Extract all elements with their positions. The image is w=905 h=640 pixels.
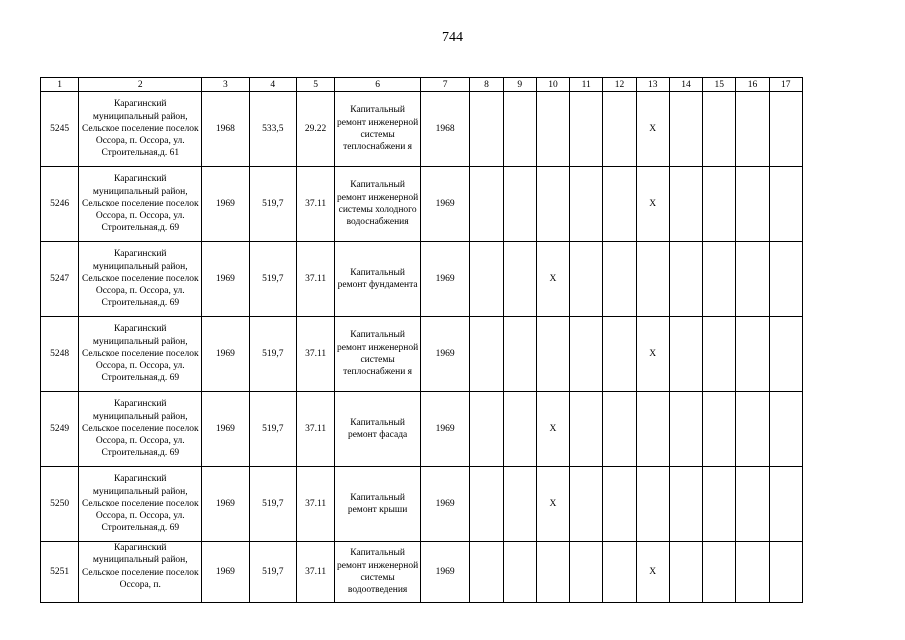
area-cell: 533,5	[249, 92, 296, 167]
empty-cell	[669, 317, 702, 392]
empty-cell	[703, 167, 736, 242]
year-built-cell: 1969	[202, 542, 249, 603]
empty-cell	[570, 317, 603, 392]
empty-cell	[503, 242, 536, 317]
column-header: 7	[420, 78, 469, 92]
mark-cell-col13: X	[636, 317, 669, 392]
empty-cell	[470, 542, 503, 603]
plan-year-cell: 1969	[420, 167, 469, 242]
year-built-cell: 1969	[202, 392, 249, 467]
empty-cell	[703, 392, 736, 467]
area-cell: 519,7	[249, 317, 296, 392]
empty-cell	[470, 167, 503, 242]
empty-cell	[470, 392, 503, 467]
mark-cell-col10: X	[536, 242, 569, 317]
year-built-cell: 1968	[202, 92, 249, 167]
empty-cell	[570, 392, 603, 467]
empty-cell	[769, 467, 802, 542]
empty-cell	[570, 167, 603, 242]
empty-cell	[769, 92, 802, 167]
column-header: 2	[79, 78, 202, 92]
empty-cell	[736, 392, 769, 467]
column-header: 1	[41, 78, 79, 92]
mark-cell-col10	[536, 167, 569, 242]
empty-cell	[703, 467, 736, 542]
column-header: 3	[202, 78, 249, 92]
empty-cell	[503, 392, 536, 467]
address-cell: Карагинский муниципальный район, Сельское поселение поселок Оссора, п. Оссора, ул. Строительная,д. 69	[79, 242, 202, 317]
address-cell: Карагинский муниципальный район, Сельское поселение поселок Оссора, п. Оссора, ул. Строительная,д. 69	[79, 317, 202, 392]
table-row	[41, 317, 803, 392]
empty-cell	[470, 242, 503, 317]
year-built-cell: 1969	[202, 317, 249, 392]
wear-cell: 37.11	[296, 392, 334, 467]
mark-cell-col10	[536, 92, 569, 167]
empty-cell	[703, 542, 736, 603]
wear-cell: 37.11	[296, 542, 334, 603]
year-built-cell: 1969	[202, 467, 249, 542]
work-type-cell: Капитальный ремонт крыши	[335, 467, 421, 542]
plan-year-cell: 1969	[420, 392, 469, 467]
empty-cell	[570, 242, 603, 317]
empty-cell	[736, 317, 769, 392]
page-number: 744	[442, 30, 463, 45]
column-header: 8	[470, 78, 503, 92]
work-type-cell: Капитальный ремонт фундамента	[335, 242, 421, 317]
wear-cell: 37.11	[296, 467, 334, 542]
column-header: 15	[703, 78, 736, 92]
work-type-cell: Капитальный ремонт фасада	[335, 392, 421, 467]
work-type-cell: Капитальный ремонт инженерной системы водоотведения	[335, 542, 421, 603]
column-header: 6	[335, 78, 421, 92]
empty-cell	[769, 242, 802, 317]
mark-cell-col13: X	[636, 542, 669, 603]
mark-cell-col13	[636, 242, 669, 317]
empty-cell	[703, 92, 736, 167]
mark-cell-col10	[536, 317, 569, 392]
empty-cell	[669, 542, 702, 603]
empty-cell	[503, 92, 536, 167]
address-cell: Карагинский муниципальный район, Сельское поселение поселок Оссора, п. Оссора, ул. Строительная,д. 69	[79, 467, 202, 542]
plan-year-cell: 1969	[420, 317, 469, 392]
row-number-cell: 5250	[41, 467, 79, 542]
empty-cell	[769, 392, 802, 467]
empty-cell	[503, 467, 536, 542]
empty-cell	[603, 92, 636, 167]
empty-cell	[503, 542, 536, 603]
table-row	[41, 92, 803, 167]
header-row	[41, 78, 803, 92]
empty-cell	[736, 542, 769, 603]
row-number-cell: 5249	[41, 392, 79, 467]
row-number-cell: 5246	[41, 167, 79, 242]
column-header: 14	[669, 78, 702, 92]
area-cell: 519,7	[249, 167, 296, 242]
address-cell: Карагинский муниципальный район, Сельское поселение поселок Оссора, п. Оссора, ул. Строительная,д. 61	[79, 92, 202, 167]
address-cell: Карагинский муниципальный район, Сельское поселение поселок Оссора, п. Оссора, ул. Строительная,д. 69	[79, 167, 202, 242]
column-header: 4	[249, 78, 296, 92]
plan-year-cell: 1969	[420, 242, 469, 317]
empty-cell	[736, 467, 769, 542]
empty-cell	[470, 317, 503, 392]
plan-year-cell: 1969	[420, 467, 469, 542]
area-cell: 519,7	[249, 542, 296, 603]
work-type-cell: Капитальный ремонт инженерной системы холодного водоснабжения	[335, 167, 421, 242]
empty-cell	[703, 242, 736, 317]
table-row	[41, 167, 803, 242]
column-header: 10	[536, 78, 569, 92]
table-row	[41, 392, 803, 467]
empty-cell	[503, 167, 536, 242]
address-cell: Карагинский муниципальный район, Сельское поселение поселок Оссора, п.	[79, 542, 202, 603]
address-cell: Карагинский муниципальный район, Сельское поселение поселок Оссора, п. Оссора, ул. Строительная,д. 69	[79, 392, 202, 467]
column-header: 16	[736, 78, 769, 92]
empty-cell	[570, 467, 603, 542]
column-header: 9	[503, 78, 536, 92]
wear-cell: 37.11	[296, 242, 334, 317]
empty-cell	[769, 542, 802, 603]
wear-cell: 29.22	[296, 92, 334, 167]
empty-cell	[669, 167, 702, 242]
empty-cell	[603, 542, 636, 603]
empty-cell	[603, 467, 636, 542]
wear-cell: 37.11	[296, 167, 334, 242]
empty-cell	[470, 467, 503, 542]
plan-year-cell: 1968	[420, 92, 469, 167]
empty-cell	[736, 92, 769, 167]
table-row	[41, 467, 803, 542]
empty-cell	[470, 92, 503, 167]
year-built-cell: 1969	[202, 167, 249, 242]
work-type-cell: Капитальный ремонт инженерной системы теплоснабжени я	[335, 92, 421, 167]
empty-cell	[769, 167, 802, 242]
row-number-cell: 5248	[41, 317, 79, 392]
work-type-cell: Капитальный ремонт инженерной системы теплоснабжени я	[335, 317, 421, 392]
mark-cell-col13: X	[636, 167, 669, 242]
row-number-cell: 5245	[41, 92, 79, 167]
empty-cell	[603, 317, 636, 392]
table-row	[41, 242, 803, 317]
mark-cell-col13	[636, 392, 669, 467]
empty-cell	[603, 167, 636, 242]
empty-cell	[669, 392, 702, 467]
column-header: 17	[769, 78, 802, 92]
empty-cell	[703, 317, 736, 392]
row-number-cell: 5247	[41, 242, 79, 317]
mark-cell-col10	[536, 542, 569, 603]
plan-year-cell: 1969	[420, 542, 469, 603]
column-header: 11	[570, 78, 603, 92]
column-header: 13	[636, 78, 669, 92]
empty-cell	[669, 92, 702, 167]
table-row	[41, 542, 803, 603]
empty-cell	[736, 167, 769, 242]
area-cell: 519,7	[249, 467, 296, 542]
year-built-cell: 1969	[202, 242, 249, 317]
empty-cell	[669, 467, 702, 542]
empty-cell	[669, 242, 702, 317]
mark-cell-col10: X	[536, 392, 569, 467]
column-header: 12	[603, 78, 636, 92]
mark-cell-col10: X	[536, 467, 569, 542]
empty-cell	[603, 242, 636, 317]
mark-cell-col13	[636, 467, 669, 542]
column-header: 5	[296, 78, 334, 92]
empty-cell	[570, 92, 603, 167]
mark-cell-col13: X	[636, 92, 669, 167]
area-cell: 519,7	[249, 242, 296, 317]
empty-cell	[570, 542, 603, 603]
empty-cell	[736, 242, 769, 317]
empty-cell	[769, 317, 802, 392]
empty-cell	[503, 317, 536, 392]
area-cell: 519,7	[249, 392, 296, 467]
capital-repair-table	[40, 77, 803, 603]
row-number-cell: 5251	[41, 542, 79, 603]
wear-cell: 37.11	[296, 317, 334, 392]
empty-cell	[603, 392, 636, 467]
